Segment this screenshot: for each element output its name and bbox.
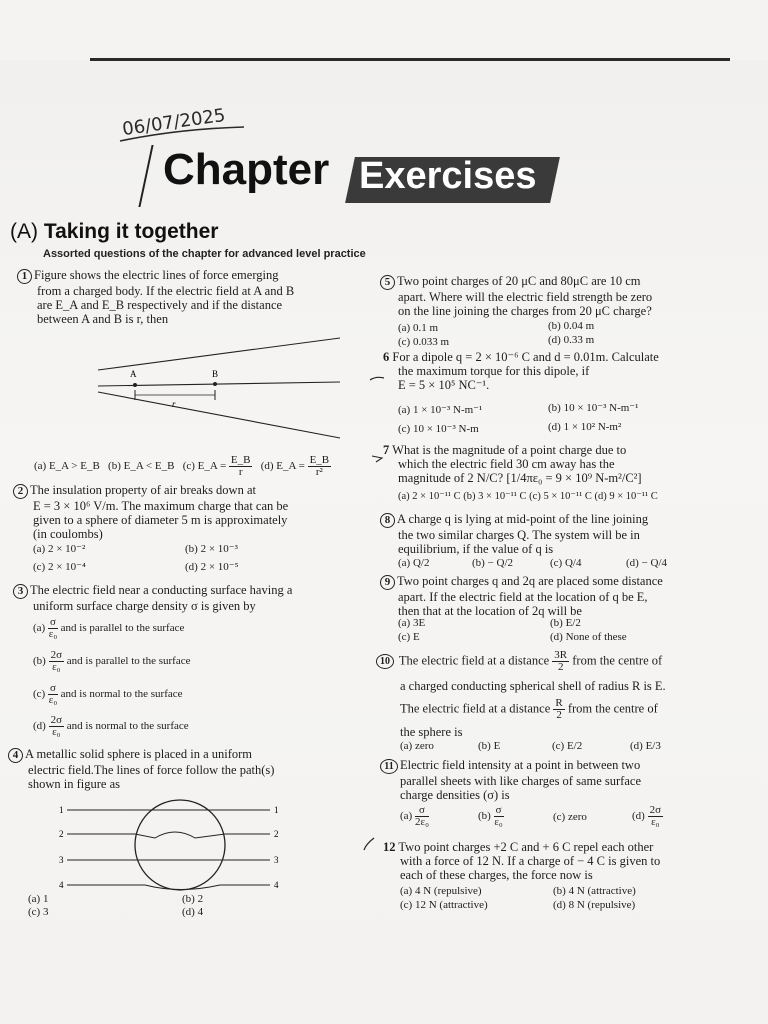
q11-option-d[interactable]: (d) $\frac{2\sigma}{\text{ε₀}}$ — [632, 804, 662, 828]
question-3-line1 — [13, 583, 358, 599]
fig-label-b: B — [212, 369, 219, 379]
question-2 — [13, 483, 353, 541]
q9-option-c[interactable]: (c) E — [398, 631, 420, 643]
chapter-exercises-title — [145, 145, 560, 207]
question-3-text1: The electric field near a conducting surface having a — [30, 583, 293, 597]
question-7-line2: which the electric field 30 cm away has the — [398, 457, 615, 471]
q6-option-b[interactable]: (b) 10 × 10⁻³ N-m⁻¹ — [548, 402, 639, 414]
line-label-1-right: 1 — [274, 805, 279, 815]
line-label-4-right: 4 — [274, 880, 279, 890]
question-8-number: 8 — [380, 513, 395, 528]
line-label-4: 4 — [59, 880, 64, 890]
q5-option-d[interactable]: (d) 0.33 m — [548, 334, 595, 346]
question-5 — [380, 274, 730, 318]
title-exercises-text: Exercises — [359, 155, 537, 197]
q2-option-c[interactable]: (c) 2 × 10⁻⁴ — [33, 561, 86, 573]
q1-option-a[interactable]: (a) E_A > E_B — [34, 460, 100, 473]
line-label-2: 2 — [59, 829, 64, 839]
question-6-number: 6 — [383, 350, 390, 364]
q9-option-a[interactable]: (a) 3E — [398, 617, 426, 629]
question-10-line2: a charged conducting spherical shell of radius R is E. — [400, 679, 666, 693]
question-9-line1 — [380, 574, 740, 590]
question-10-line1: 10 The electric field at a distance $\frac{3R}{2}$ from the centre of — [376, 650, 736, 673]
question-5-text1: Two point charges of 20 μC and 80μC are 10 cm — [397, 274, 641, 288]
q4-option-b[interactable]: (b) 2 — [182, 893, 204, 905]
question-10-line3: The electric field at a distance $\frac{R}{2}$ from the centre of — [400, 697, 658, 721]
line-label-2-right: 2 — [274, 829, 279, 839]
question-8-text1: A charge q is lying at mid-point of the line joining — [397, 512, 649, 526]
question-11-text1: Electric field intensity at a point in between two — [400, 758, 641, 772]
question-1-line1 — [17, 268, 347, 284]
q5-option-b[interactable]: (b) 0.04 m — [548, 320, 595, 332]
question-7-number: 7 — [383, 443, 390, 457]
q9-option-b[interactable]: (b) E/2 — [550, 617, 581, 629]
question-8-line1 — [380, 512, 730, 528]
question-8-line2: the two similar charges Q. The system will be in — [398, 528, 640, 542]
question-8 — [380, 512, 730, 556]
q10-option-b[interactable]: (b) E — [478, 740, 501, 752]
question-9-line3: then that at the location of 2q will be — [398, 604, 582, 618]
question-6-text1: For a dipole q = 2 × 10⁻⁶ C and d = 0.01m. Calculate — [392, 350, 659, 364]
question-2-number: 2 — [13, 484, 28, 499]
question-5-line3: on the line joining the charges from 20 μC charge? — [398, 304, 652, 318]
section-title-text: Taking it together — [43, 220, 219, 243]
question-10-line4: the sphere is — [400, 725, 463, 739]
question-11-line1 — [380, 758, 730, 774]
question-6 — [383, 350, 733, 392]
question-1-options — [34, 455, 364, 478]
q3-option-d[interactable]: (d) $\frac{2\sigma}{\text{ε₀}}$ and is normal to the surface — [33, 714, 189, 738]
question-2-line3: given to a sphere of diameter 5 m is approximately — [33, 513, 288, 527]
question-7-line1 — [383, 443, 733, 457]
title-chapter-text: Chapter — [163, 145, 330, 194]
q3-option-a[interactable]: (a) $\frac{\sigma}{\text{ε₀}}$ and is parallel to the surface — [33, 616, 185, 640]
question-4-text1: A metallic solid sphere is placed in a uniform — [25, 747, 253, 761]
q1-option-b[interactable]: (b) E_A < E_B — [108, 460, 175, 473]
q3-option-c[interactable]: (c) $\frac{\sigma}{\text{ε₀}}$ and is normal to the surface — [33, 682, 183, 706]
q11-option-c[interactable]: (c) zero — [553, 811, 587, 823]
fig-label-a: A — [130, 369, 137, 379]
question-1-line4: between A and B is r, then — [37, 312, 169, 326]
question-6-line1 — [383, 350, 733, 364]
question-12-number: 12 — [383, 840, 396, 854]
line-label-3-right: 3 — [274, 855, 279, 865]
question-2-line2: E = 3 × 10⁶ V/m. The maximum charge that can be — [33, 499, 289, 513]
question-4-line3: shown in figure as — [28, 777, 120, 791]
question-7-line3: magnitude of 2 N/C? [1/4πε₀ = 9 × 10⁹ N-m²/C²] — [398, 471, 642, 485]
q8-option-b[interactable]: (b) − Q/2 — [472, 557, 514, 569]
q3-option-b[interactable]: (b) $\frac{2\sigma}{\text{ε₀}}$ and is parallel to the surface — [33, 649, 191, 673]
question-2-text1: The insulation property of air breaks down at — [30, 483, 256, 497]
q8-option-d[interactable]: (d) − Q/4 — [626, 557, 668, 569]
question-11-line3: charge densities (σ) is — [400, 788, 510, 802]
q11-option-b[interactable]: (b) $\frac{\sigma}{\text{ε₀}}$ — [478, 804, 503, 828]
q10-option-d[interactable]: (d) E/3 — [630, 740, 661, 752]
question-12-line1 — [383, 840, 738, 854]
question-7-text1: What is the magnitude of a point charge due to — [392, 443, 627, 457]
question-4-line1 — [8, 747, 338, 763]
question-1-number: 1 — [17, 269, 32, 284]
question-12-line3: each of these charges, the force now is — [400, 868, 593, 882]
question-12 — [383, 840, 738, 882]
question-6-line2: the maximum torque for this dipole, if — [398, 364, 590, 378]
question-3 — [13, 583, 358, 613]
pen-mark-q6 — [368, 374, 388, 384]
q5-option-c[interactable]: (c) 0.033 m — [398, 336, 450, 348]
question-5-number: 5 — [380, 275, 395, 290]
q2-option-a[interactable]: (a) 2 × 10⁻² — [33, 543, 86, 555]
question-9-text1: Two point charges q and 2q are placed some distance — [397, 574, 663, 588]
question-4 — [8, 747, 338, 791]
question-4-number: 4 — [8, 748, 23, 763]
question-4-line2: electric field.The lines of force follow the path(s) — [28, 763, 275, 777]
q8-option-c[interactable]: (c) Q/4 — [550, 557, 582, 569]
q12-option-a[interactable]: (a) 4 N (repulsive) — [400, 885, 482, 897]
question-9-number: 9 — [380, 575, 395, 590]
q4-option-c[interactable]: (c) 3 — [28, 906, 49, 918]
line-label-1: 1 — [59, 805, 64, 815]
question-5-line1 — [380, 274, 730, 290]
q9-option-d[interactable]: (d) None of these — [550, 631, 627, 643]
question-7 — [383, 443, 733, 485]
section-subtitle: Assorted questions of the chapter for advanced level practice — [43, 248, 366, 260]
question-9 — [380, 574, 740, 618]
question-5-line2: apart. Where will the electric field strength be zero — [398, 290, 653, 304]
question-1 — [17, 268, 347, 326]
question-10-number: 10 — [376, 654, 394, 669]
section-label: (A) — [10, 220, 38, 243]
section-heading — [10, 220, 218, 244]
question-12-text1: Two point charges +2 C and + 6 C repel each other — [398, 840, 654, 854]
q7-options[interactable]: (a) 2 × 10⁻¹¹ C (b) 3 × 10⁻¹¹ C (c) 5 × 10⁻¹¹ C (d) 9 × 10⁻¹¹ C — [398, 491, 658, 502]
q2-option-b[interactable]: (b) 2 × 10⁻³ — [185, 543, 238, 555]
q1-option-c[interactable]: (c) E_A = $\frac{E\_B}{r}$ — [182, 454, 251, 478]
q6-option-d[interactable]: (d) 1 × 10² N-m² — [548, 421, 622, 433]
q12-option-d[interactable]: (d) 8 N (repulsive) — [553, 899, 636, 911]
q11-option-a[interactable]: (a) $\frac{\sigma}{\text{2ε₀}}$ — [400, 804, 429, 828]
q2-option-d[interactable]: (d) 2 × 10⁻⁵ — [185, 561, 239, 573]
q12-option-b[interactable]: (b) 4 N (attractive) — [553, 885, 636, 897]
tick-mark-q12 — [360, 836, 378, 852]
question-8-line3: equilibrium, if the value of q is — [398, 542, 554, 556]
fig-label-r: r — [172, 399, 176, 409]
q6-option-c[interactable]: (c) 10 × 10⁻³ N-m — [398, 423, 479, 435]
question-3-number: 3 — [13, 584, 28, 599]
question-11-number: 11 — [380, 759, 398, 774]
question-11 — [380, 758, 730, 802]
question-10 — [376, 650, 736, 740]
q4-option-d[interactable]: (d) 4 — [182, 906, 204, 918]
line-label-3: 3 — [59, 855, 64, 865]
point-b — [213, 382, 217, 386]
q8-option-a[interactable]: (a) Q/2 — [398, 557, 430, 569]
question-6-line3: E = 5 × 10⁵ NC⁻¹. — [398, 378, 490, 392]
question-4-sphere-figure — [55, 798, 295, 898]
q1-option-d[interactable]: (d) E_A = $\frac{E\_B}{\text{r²}}$ — [260, 454, 330, 478]
top-rule — [90, 58, 730, 61]
question-1-line2: from a charged body. If the electric field at A and B — [37, 284, 295, 298]
q10-option-c[interactable]: (c) E/2 — [552, 740, 583, 752]
q6-option-a[interactable]: (a) 1 × 10⁻³ N-m⁻¹ — [398, 404, 483, 416]
date-underline — [118, 125, 248, 145]
question-12-line2: with a force of 12 N. If a charge of − 4 C is given to — [400, 854, 661, 868]
pen-mark-q7 — [370, 452, 386, 464]
question-1-field-lines-figure — [90, 330, 350, 445]
question-3-line2: uniform surface charge density σ is given by — [33, 599, 256, 613]
q4-option-a[interactable]: (a) 1 — [28, 893, 49, 905]
question-2-line1 — [13, 483, 353, 499]
q12-option-c[interactable]: (c) 12 N (attractive) — [400, 899, 488, 911]
q10-option-a[interactable]: (a) zero — [400, 740, 434, 752]
question-1-text1: Figure shows the electric lines of force emerging — [34, 268, 279, 282]
point-a — [133, 383, 137, 387]
handwritten-date: 06/07/2025 — [121, 104, 227, 141]
question-1-line3: are E_A and E_B respectively and if the distance — [37, 298, 283, 312]
question-2-line4: (in coulombs) — [33, 527, 103, 541]
question-11-line2: parallel sheets with like charges of same surface — [400, 774, 641, 788]
question-9-line2: apart. If the electric field at the location of q be E, — [398, 590, 648, 604]
q5-option-a[interactable]: (a) 0.1 m — [398, 322, 439, 334]
